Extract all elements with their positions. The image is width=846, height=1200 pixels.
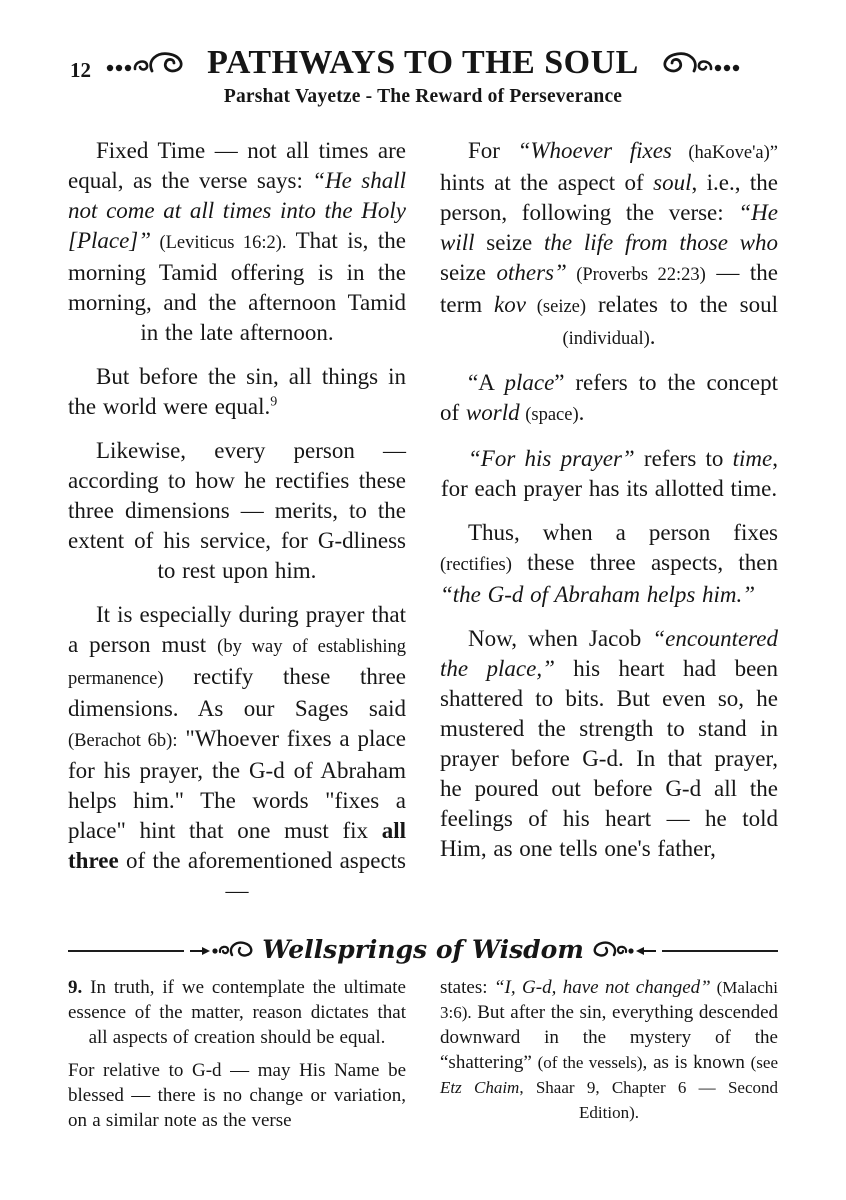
- text-run: (haKove'a)”: [671, 143, 778, 163]
- paragraph: [68, 1058, 406, 1133]
- text-run: , as is known: [642, 1052, 751, 1073]
- footnote-section-title: Wellsprings of Wisdom: [262, 935, 584, 964]
- text-run: That is, the morning Tamid offering is in the morning, and the afternoon Tamid in the late afternoon.: [68, 228, 406, 345]
- page-number: 12: [70, 58, 91, 82]
- text-run: It is especially during prayer that a person must: [68, 602, 406, 657]
- page-header: [68, 44, 778, 108]
- text-run: (Proverbs 22:23): [566, 265, 706, 285]
- text-run: (Malachi 3:6).: [440, 978, 778, 1022]
- paragraph: [68, 975, 406, 1050]
- text-run: his heart had been shattered to bits. But even so, he mustered the strength to stand in prayer before G-d. In that prayer, he poured out before G-d all the feelings of his heart — he told Him, as one tells one's father,: [440, 656, 778, 861]
- text-run: (rectifies): [440, 555, 512, 575]
- paragraph: [68, 436, 406, 586]
- text-run: “Whoever fixes: [517, 138, 672, 163]
- paragraph: [440, 624, 778, 864]
- text-run: of the aforementioned aspects —: [118, 848, 406, 903]
- title-flourish-right-icon: [649, 48, 741, 78]
- book-title: PATHWAYS TO THE SOUL: [207, 44, 639, 81]
- text-run: “For his prayer”: [468, 446, 635, 471]
- text-run: "Whoever fixes a place for his prayer, the G-d of Abraham helps him." The words "fixes a place" hint that one must fix: [68, 726, 406, 843]
- text-run: seize: [486, 230, 533, 255]
- paragraph: [440, 136, 778, 354]
- text-run: the life from those who: [532, 230, 779, 255]
- divider-line-right: [662, 950, 778, 952]
- text-run: Etz Chaim: [440, 1078, 520, 1097]
- text-run: these three aspects, then: [511, 550, 778, 575]
- text-run: “A: [468, 370, 505, 395]
- text-run: others”: [485, 260, 567, 285]
- divider-flourish-right-icon: [592, 940, 656, 962]
- text-run: place: [504, 370, 555, 395]
- chapter-subtitle: Parshat Vayetze - The Reward of Perseverance: [223, 86, 623, 107]
- paragraph: [440, 975, 778, 1125]
- text-run: states:: [440, 977, 494, 998]
- title-flourish-left-icon: [105, 48, 197, 78]
- text-run: hints at the aspect of: [440, 170, 654, 195]
- text-run: , Shaar 9, Chapter 6 — Second Edition).: [519, 1078, 778, 1122]
- text-run: For: [468, 138, 518, 163]
- body-left-column: [68, 136, 406, 920]
- divider-flourish-left-icon: [190, 940, 254, 962]
- text-run: world: [465, 400, 520, 425]
- footnote-right-column: [440, 975, 778, 1141]
- text-run: “I, G-d, have not changed”: [493, 977, 711, 998]
- text-run: — the term: [440, 260, 778, 317]
- text-run: rectify these three dimensions. As our Sages said: [68, 664, 406, 721]
- text-run: “He will: [440, 200, 778, 255]
- text-run: For relative to G-d — may His Name be blessed — there is no change or variation, on a similar note as the verse: [68, 1060, 406, 1131]
- text-run: In truth, if we contemplate the ultimate essence of the matter, reason dictates that all aspects of creation should be equal.: [68, 977, 406, 1048]
- text-run: Likewise, every person — according to how he rectifies these three dimensions — merits, to the extent of his service, for G-dliness to rest upon him.: [68, 438, 406, 583]
- text-run: relates to the soul: [586, 292, 778, 317]
- footnotes-section: [68, 935, 778, 1141]
- text-run: But after the sin, everything descended downward in the mystery of the “shattering”: [440, 1002, 778, 1073]
- text-run: (see: [750, 1053, 778, 1072]
- text-run: (Berachot 6b):: [68, 731, 178, 751]
- divider-line-left: [68, 950, 184, 952]
- text-run: (of the vessels): [537, 1053, 643, 1072]
- text-run: kov: [494, 292, 526, 317]
- text-run: (Leviticus 16:2).: [151, 233, 287, 253]
- body-text: [68, 136, 778, 920]
- text-run: Thus, when a person fixes: [468, 520, 778, 545]
- paragraph: [440, 368, 778, 430]
- footnote-divider: [68, 935, 778, 964]
- footnote-left-column: [68, 975, 406, 1141]
- text-run: (by way of establishing permanence): [68, 637, 406, 689]
- text-run: all three: [68, 818, 406, 873]
- text-run: (seize): [525, 297, 587, 317]
- text-run: .: [649, 324, 656, 349]
- text-run: refers to: [634, 446, 733, 471]
- paragraph: [440, 444, 778, 504]
- text-run: “He shall not come at all times into the Holy [Place]”: [68, 168, 407, 253]
- paragraph: [68, 600, 406, 906]
- text-run: Fixed Time — not all times are equal, as the verse says:: [68, 138, 406, 193]
- text-run: , for each prayer has its allotted time.: [440, 446, 778, 501]
- text-run: Now, when Jacob: [468, 626, 653, 651]
- footnote-reference: 9: [270, 394, 278, 410]
- paragraph: [68, 136, 406, 348]
- paragraph: [68, 362, 406, 422]
- text-run: time: [732, 446, 773, 471]
- text-run: seize: [440, 260, 486, 285]
- paragraph: [440, 518, 778, 610]
- text-run: (individual): [562, 329, 650, 349]
- text-run: 9.: [68, 977, 83, 998]
- text-run: “encountered the place,”: [440, 626, 778, 681]
- text-run: ” refers to the concept of: [440, 370, 778, 425]
- text-run: (space): [519, 405, 579, 425]
- body-right-column: [440, 136, 778, 920]
- text-run: , i.e., the person, following the verse:: [440, 170, 778, 225]
- text-run: .: [578, 400, 585, 425]
- text-run: “the G-d of Abraham helps him.”: [440, 582, 756, 607]
- text-run: But before the sin, all things in the world were equal.: [68, 364, 406, 419]
- text-run: soul: [653, 170, 692, 195]
